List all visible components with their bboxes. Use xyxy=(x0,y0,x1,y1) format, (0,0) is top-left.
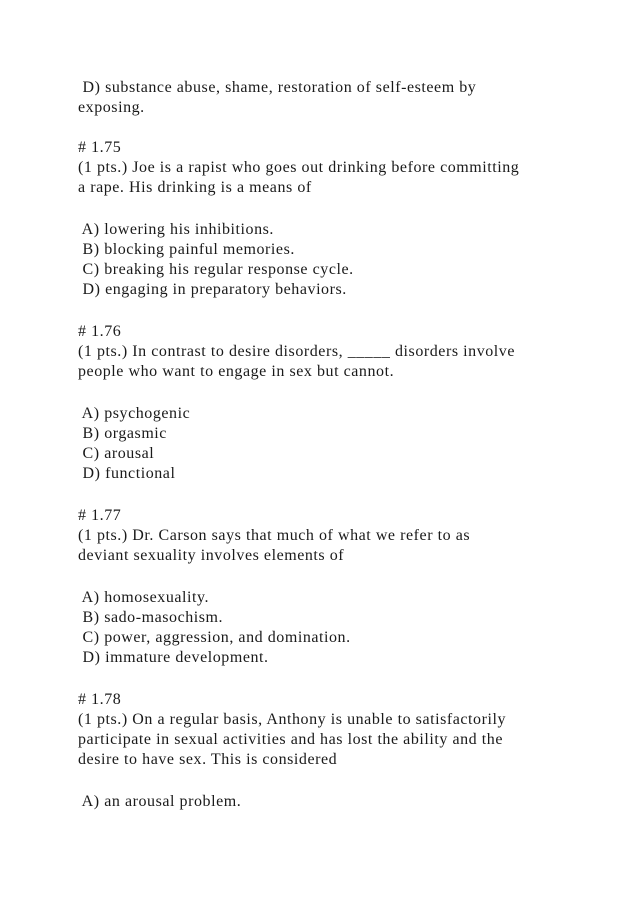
answer-option-d: D) functional xyxy=(78,465,176,482)
answer-option-d: D) engaging in preparatory behaviors. xyxy=(78,281,347,298)
question-number: # 1.76 xyxy=(78,323,122,340)
answer-option-d: D) substance abuse, shame, restoration of self-esteem by xyxy=(78,79,477,96)
question-text: desire to have sex. This is considered xyxy=(78,751,338,768)
question-text: participate in sexual activities and has lost the ability and the xyxy=(78,731,503,748)
answer-option-c: C) power, aggression, and domination. xyxy=(78,629,351,646)
answer-option-c: C) breaking his regular response cycle. xyxy=(78,261,354,278)
answer-option-b: B) orgasmic xyxy=(78,425,167,442)
question-text: people who want to engage in sex but cannot. xyxy=(78,363,395,380)
answer-option-b: B) blocking painful memories. xyxy=(78,241,295,258)
answer-option-d: D) immature development. xyxy=(78,649,269,666)
question-number: # 1.78 xyxy=(78,691,122,708)
answer-option-a: A) homosexuality. xyxy=(78,589,210,606)
answer-option-a: A) lowering his inhibitions. xyxy=(78,221,274,238)
answer-option-b: B) sado-masochism. xyxy=(78,609,224,626)
question-text: deviant sexuality involves elements of xyxy=(78,547,345,564)
question-text: (1 pts.) On a regular basis, Anthony is unable to satisfactorily xyxy=(78,711,507,728)
question-text: (1 pts.) Joe is a rapist who goes out drinking before committing xyxy=(78,159,520,176)
question-number: # 1.77 xyxy=(78,507,122,524)
question-text: a rape. His drinking is a means of xyxy=(78,179,312,196)
answer-option-d-continued: exposing. xyxy=(78,99,145,116)
question-text: (1 pts.) Dr. Carson says that much of what we refer to as xyxy=(78,527,471,544)
question-text: (1 pts.) In contrast to desire disorders, _____ disorders involve xyxy=(78,343,516,360)
answer-option-c: C) arousal xyxy=(78,445,155,462)
question-number: # 1.75 xyxy=(78,139,122,156)
answer-option-a: A) an arousal problem. xyxy=(78,793,242,810)
answer-option-a: A) psychogenic xyxy=(78,405,191,422)
